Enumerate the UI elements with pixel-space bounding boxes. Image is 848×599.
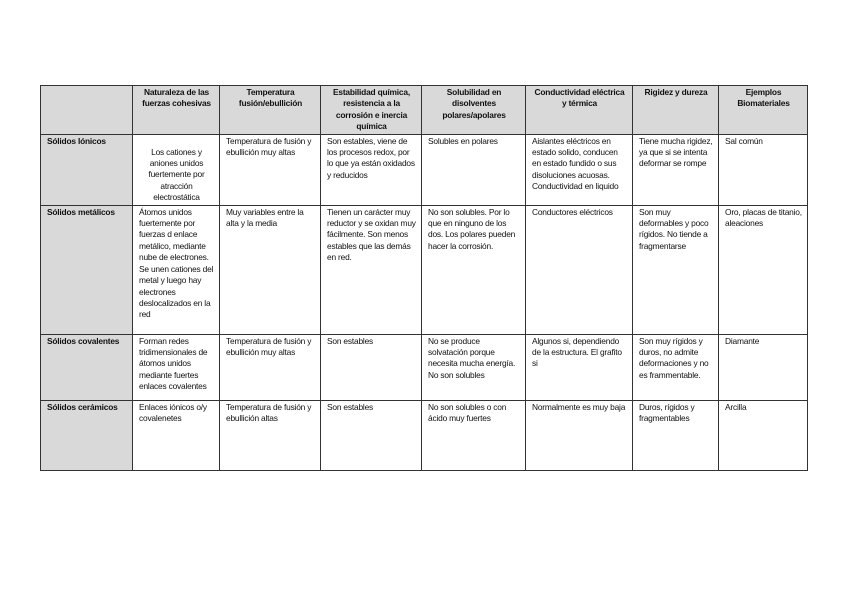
header-solubility: Solubilidad en disolventes polares/apolares [422, 86, 526, 135]
header-chemical-stability: Estabilidad química, resistencia a la corrosión e inercia química [321, 86, 422, 135]
cell-metallic-examples: Oro, placas de titanio, aleaciones [719, 205, 808, 334]
cell-ceramic-melting: Temperatura de fusión y ebullición altas [220, 400, 321, 470]
cell-ionic-melting: Temperatura de fusión y ebullición muy altas [220, 134, 321, 205]
cell-metallic-stability: Tienen un carácter muy reductor y se oxidan muy fácilmente. Son menos estables que las demás en red. [321, 205, 422, 334]
cell-ceramic-examples: Arcilla [719, 400, 808, 470]
solids-comparison-table [40, 85, 808, 471]
cell-text: Los cationes y aniones unidos fuertemente por atracción electrostática [148, 146, 205, 203]
row-label-metallic: Sólidos metálicos [41, 205, 133, 334]
row-label-covalent: Sólidos covalentes [41, 334, 133, 400]
row-label-ionic: Sólidos Iónicos [41, 134, 133, 205]
cell-ceramic-rigidity: Duros, rígidos y fragmentables [633, 400, 719, 470]
cell-metallic-solubility: No son solubles. Por lo que en ninguno de los dos. Los polares pueden hacer la corrosión. [422, 205, 526, 334]
header-corner-cell [41, 86, 133, 135]
cell-ionic-rigidity: Tiene mucha rigidez, ya que si se intenta deformar se rompe [633, 134, 719, 205]
cell-metallic-rigidity: Son muy deformables y poco rígidos. No tiende a fragmentarse [633, 205, 719, 334]
table-row-ceramic-solids [41, 400, 808, 470]
cell-covalent-examples: Diamante [719, 334, 808, 400]
cell-ceramic-conductivity: Normalmente es muy baja [526, 400, 633, 470]
cell-metallic-conductivity: Conductores eléctricos [526, 205, 633, 334]
header-conductivity: Conductividad eléctrica y térmica [526, 86, 633, 135]
cell-ceramic-stability: Son estables [321, 400, 422, 470]
cell-metallic-cohesive-forces: Átomos unidos fuertemente por fuerzas d enlace metálico, mediante nube de electrones. Se unen cationes del metal y luego hay electrones deslocalizados en la red [133, 205, 220, 334]
table-row-ionic-solids [41, 134, 808, 205]
row-label-ceramic: Sólidos cerámicos [41, 400, 133, 470]
cell-covalent-solubility: No se produce solvatación porque necesita mucha energía. No son solubles [422, 334, 526, 400]
cell-ceramic-cohesive-forces: Enlaces iónicos o/y covalenetes [133, 400, 220, 470]
cell-metallic-melting: Muy variables entre la alta y la media [220, 205, 321, 334]
cell-covalent-rigidity: Son muy rígidos y duros, no admite deformaciones y no es frammentable. [633, 334, 719, 400]
cell-covalent-conductivity: Algunos si, dependiendo de la estructura. El grafito si [526, 334, 633, 400]
cell-covalent-cohesive-forces: Forman redes tridimensionales de átomos unidos mediante fuertes enlaces covalentes [133, 334, 220, 400]
header-cohesive-forces: Naturaleza de las fuerzas cohesivas [133, 86, 220, 135]
cell-ionic-cohesive-forces [133, 134, 220, 205]
cell-ionic-stability: Son estables, viene de los procesos redox, por lo que ya están oxidados y reducidos [321, 134, 422, 205]
cell-ionic-solubility: Solubles en polares [422, 134, 526, 205]
header-melting-boiling: Temperatura fusión/ebullición [220, 86, 321, 135]
cell-covalent-stability: Son estables [321, 334, 422, 400]
cell-covalent-melting: Temperatura de fusión y ebullición muy altas [220, 334, 321, 400]
table-row-metallic-solids [41, 205, 808, 334]
cell-ionic-examples: Sal común [719, 134, 808, 205]
cell-ionic-conductivity: Aislantes eléctricos en estado solido, conducen en estado fundido o sus disoluciones acuosas. Conductividad en liquido [526, 134, 633, 205]
header-rigidity-hardness: Rigidez y dureza [633, 86, 719, 135]
header-biomaterial-examples: Ejemplos Biomateriales [719, 86, 808, 135]
table-header-row [41, 86, 808, 135]
table-row-covalent-solids [41, 334, 808, 400]
cell-ceramic-solubility: No son solubles o con ácido muy fuertes [422, 400, 526, 470]
